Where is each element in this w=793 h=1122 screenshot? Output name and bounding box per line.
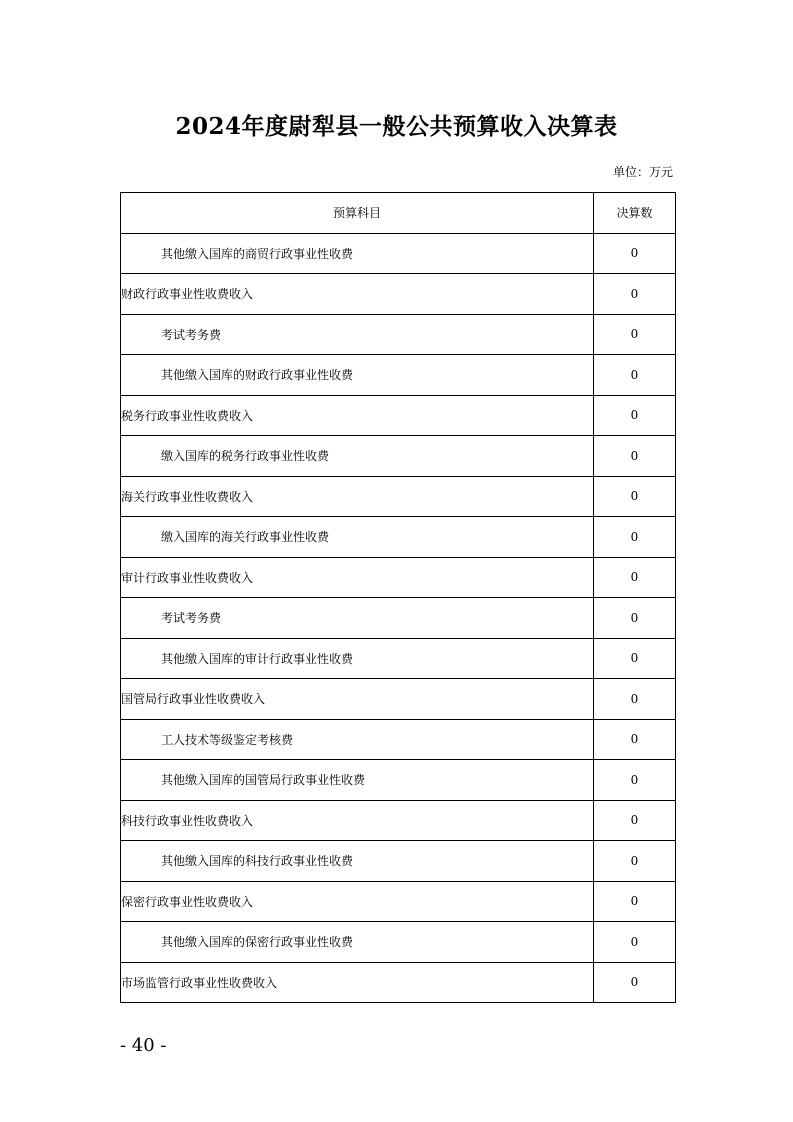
row-subject: 工人技术等级鉴定考核费: [121, 719, 594, 760]
budget-table: [120, 192, 676, 1003]
table-row: [121, 476, 676, 517]
row-subject: 其他缴入国库的保密行政事业性收费: [121, 922, 594, 963]
table-row: [121, 355, 676, 396]
unit-label: 单位：万元: [612, 165, 673, 179]
row-amount: 0: [594, 760, 676, 801]
row-amount: 0: [594, 719, 676, 760]
row-subject: 其他缴入国库的审计行政事业性收费: [121, 638, 594, 679]
row-subject: 缴入国库的税务行政事业性收费: [121, 436, 594, 477]
header-amount: 决算数: [594, 193, 676, 234]
row-amount: 0: [594, 841, 676, 882]
row-subject: 财政行政事业性收费收入: [121, 274, 594, 315]
row-subject: 其他缴入国库的国管局行政事业性收费: [121, 760, 594, 801]
row-amount: 0: [594, 355, 676, 396]
table-row: [121, 679, 676, 720]
table-row: [121, 517, 676, 558]
row-subject: 市场监管行政事业性收费收入: [121, 962, 594, 1003]
page-number: - 40 -: [120, 1035, 167, 1056]
row-amount: 0: [594, 274, 676, 315]
table-row: [121, 598, 676, 639]
table-row: [121, 881, 676, 922]
table-row: [121, 962, 676, 1003]
table-row: [121, 314, 676, 355]
row-subject: 考试考务费: [121, 598, 594, 639]
row-amount: 0: [594, 881, 676, 922]
row-amount: 0: [594, 557, 676, 598]
table-row: [121, 841, 676, 882]
table-row: [121, 760, 676, 801]
table-row: [121, 922, 676, 963]
table-row: [121, 557, 676, 598]
table-row: [121, 274, 676, 315]
row-amount: 0: [594, 962, 676, 1003]
table-body: [121, 233, 676, 1003]
row-amount: 0: [594, 517, 676, 558]
row-subject: 科技行政事业性收费收入: [121, 800, 594, 841]
row-subject: 其他缴入国库的财政行政事业性收费: [121, 355, 594, 396]
row-amount: 0: [594, 922, 676, 963]
row-subject: 税务行政事业性收费收入: [121, 395, 594, 436]
row-amount: 0: [594, 598, 676, 639]
row-amount: 0: [594, 800, 676, 841]
row-amount: 0: [594, 638, 676, 679]
table-row: [121, 800, 676, 841]
row-subject: 保密行政事业性收费收入: [121, 881, 594, 922]
row-subject: 缴入国库的海关行政事业性收费: [121, 517, 594, 558]
row-amount: 0: [594, 679, 676, 720]
header-subject: 预算科目: [121, 193, 594, 234]
row-subject: 海关行政事业性收费收入: [121, 476, 594, 517]
table-row: [121, 233, 676, 274]
row-subject: 审计行政事业性收费收入: [121, 557, 594, 598]
document-title: 2024年度尉犁县一般公共预算收入决算表: [175, 113, 618, 140]
row-subject: 国管局行政事业性收费收入: [121, 679, 594, 720]
row-amount: 0: [594, 395, 676, 436]
table-row: [121, 719, 676, 760]
row-subject: 考试考务费: [121, 314, 594, 355]
row-amount: 0: [594, 314, 676, 355]
table-row: [121, 436, 676, 477]
row-amount: 0: [594, 436, 676, 477]
row-subject: 其他缴入国库的商贸行政事业性收费: [121, 233, 594, 274]
table-row: [121, 395, 676, 436]
row-amount: 0: [594, 233, 676, 274]
row-subject: 其他缴入国库的科技行政事业性收费: [121, 841, 594, 882]
row-amount: 0: [594, 476, 676, 517]
table-row: [121, 638, 676, 679]
table-header-row: [121, 193, 676, 234]
